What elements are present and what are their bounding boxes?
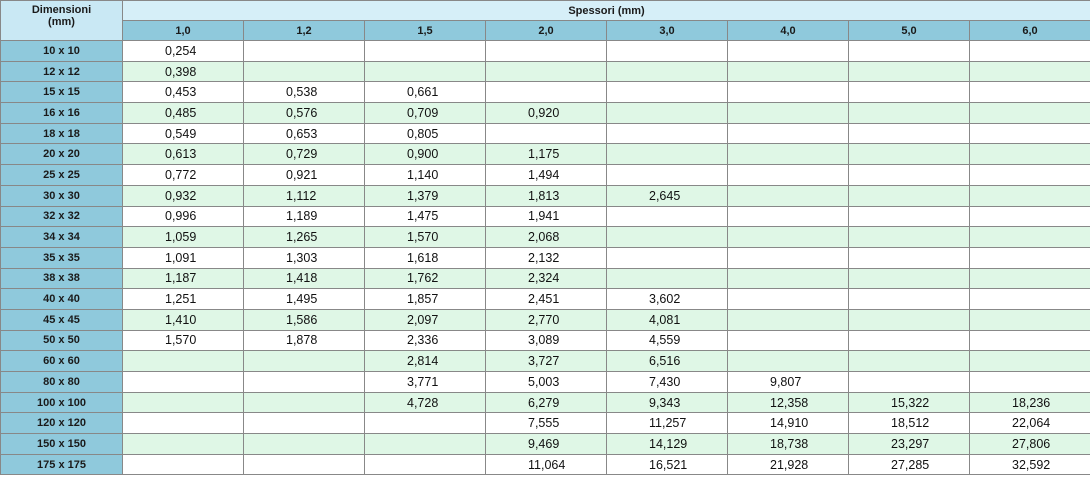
row-header-dimension: 15 x 15 xyxy=(1,82,123,103)
table-cell: 11,064 xyxy=(486,454,607,475)
table-cell: 1,265 xyxy=(244,227,365,248)
table-cell: 9,343 xyxy=(607,392,728,413)
table-cell xyxy=(849,268,970,289)
row-header-dimension: 35 x 35 xyxy=(1,247,123,268)
table-cell: 6,516 xyxy=(607,351,728,372)
row-header-dimension: 10 x 10 xyxy=(1,41,123,62)
table-cell xyxy=(244,392,365,413)
table-row xyxy=(1,82,1090,103)
thickness-columns-row xyxy=(1,21,1090,41)
row-header-dimension: 120 x 120 xyxy=(1,413,123,434)
table-cell xyxy=(365,434,486,455)
table-cell xyxy=(728,351,849,372)
table-cell xyxy=(849,330,970,351)
table-row xyxy=(1,454,1090,475)
table-cell: 1,941 xyxy=(486,206,607,227)
table-cell: 2,132 xyxy=(486,247,607,268)
table-cell: 18,512 xyxy=(849,413,970,434)
dimensions-header-unit: (mm) xyxy=(48,16,75,28)
table-cell: 9,807 xyxy=(728,372,849,393)
table-cell xyxy=(123,413,244,434)
table-cell: 23,297 xyxy=(849,434,970,455)
table-cell xyxy=(970,61,1090,82)
table-cell: 4,728 xyxy=(365,392,486,413)
table-cell: 0,254 xyxy=(123,41,244,62)
table-cell: 0,729 xyxy=(244,144,365,165)
table-row xyxy=(1,227,1090,248)
table-cell xyxy=(849,185,970,206)
table-row xyxy=(1,351,1090,372)
table-cell: 12,358 xyxy=(728,392,849,413)
table-cell xyxy=(849,82,970,103)
table-body xyxy=(1,41,1090,475)
table-cell: 1,303 xyxy=(244,247,365,268)
row-header-dimension: 16 x 16 xyxy=(1,103,123,124)
table-cell xyxy=(970,351,1090,372)
thickness-title: Spessori (mm) xyxy=(123,1,1090,21)
table-cell: 18,236 xyxy=(970,392,1090,413)
table-cell: 1,187 xyxy=(123,268,244,289)
table-cell: 9,469 xyxy=(486,434,607,455)
table-cell: 1,189 xyxy=(244,206,365,227)
table-cell xyxy=(365,61,486,82)
table-cell xyxy=(244,434,365,455)
table-cell xyxy=(728,309,849,330)
table-cell xyxy=(970,123,1090,144)
row-header-dimension: 18 x 18 xyxy=(1,123,123,144)
table-cell xyxy=(849,61,970,82)
table-row xyxy=(1,434,1090,455)
table-cell: 14,910 xyxy=(728,413,849,434)
table-cell xyxy=(970,185,1090,206)
table-cell: 0,932 xyxy=(123,185,244,206)
table-cell xyxy=(244,41,365,62)
table-cell: 27,806 xyxy=(970,434,1090,455)
table-cell xyxy=(849,144,970,165)
table-cell: 2,645 xyxy=(607,185,728,206)
table-cell xyxy=(244,454,365,475)
table-row xyxy=(1,372,1090,393)
table-cell: 1,418 xyxy=(244,268,365,289)
table-row xyxy=(1,330,1090,351)
table-cell xyxy=(849,372,970,393)
table-cell xyxy=(849,247,970,268)
table-cell: 6,279 xyxy=(486,392,607,413)
table-cell xyxy=(607,123,728,144)
table-cell xyxy=(244,351,365,372)
table-cell xyxy=(970,247,1090,268)
table-cell xyxy=(486,41,607,62)
dimensions-header-label: Dimensioni xyxy=(31,4,92,16)
table-cell xyxy=(607,227,728,248)
table-cell: 5,003 xyxy=(486,372,607,393)
table-cell xyxy=(607,82,728,103)
row-header-dimension: 34 x 34 xyxy=(1,227,123,248)
table-cell xyxy=(607,41,728,62)
table-cell: 11,257 xyxy=(607,413,728,434)
table-cell xyxy=(970,227,1090,248)
table-cell xyxy=(849,227,970,248)
table-cell: 0,805 xyxy=(365,123,486,144)
table-cell: 22,064 xyxy=(970,413,1090,434)
table-cell xyxy=(849,206,970,227)
table-cell: 2,097 xyxy=(365,309,486,330)
table-cell: 0,709 xyxy=(365,103,486,124)
table-cell: 3,771 xyxy=(365,372,486,393)
table-cell xyxy=(970,206,1090,227)
table-cell: 0,398 xyxy=(123,61,244,82)
table-cell: 1,762 xyxy=(365,268,486,289)
table-cell xyxy=(970,144,1090,165)
table-cell xyxy=(970,309,1090,330)
table-row xyxy=(1,144,1090,165)
table-cell xyxy=(728,330,849,351)
row-header-dimension: 12 x 12 xyxy=(1,61,123,82)
dimensions-header xyxy=(1,1,123,41)
table-cell: 2,814 xyxy=(365,351,486,372)
row-header-dimension: 45 x 45 xyxy=(1,309,123,330)
row-header-dimension: 80 x 80 xyxy=(1,372,123,393)
table-cell xyxy=(607,268,728,289)
table-cell: 1,618 xyxy=(365,247,486,268)
table-cell: 0,900 xyxy=(365,144,486,165)
table-cell xyxy=(365,454,486,475)
table-cell xyxy=(728,103,849,124)
table-row xyxy=(1,392,1090,413)
table-row xyxy=(1,123,1090,144)
table-cell: 0,538 xyxy=(244,82,365,103)
column-header: 2,0 xyxy=(486,21,607,41)
table-cell: 4,559 xyxy=(607,330,728,351)
table-cell: 3,602 xyxy=(607,289,728,310)
table-cell: 1,586 xyxy=(244,309,365,330)
row-header-dimension: 38 x 38 xyxy=(1,268,123,289)
table-row xyxy=(1,309,1090,330)
table-row xyxy=(1,165,1090,186)
table-cell: 1,175 xyxy=(486,144,607,165)
table-cell xyxy=(123,372,244,393)
table-cell: 4,081 xyxy=(607,309,728,330)
table-cell xyxy=(849,103,970,124)
table-cell xyxy=(607,103,728,124)
row-header-dimension: 40 x 40 xyxy=(1,289,123,310)
table-row xyxy=(1,247,1090,268)
title-row xyxy=(1,1,1090,21)
table-row xyxy=(1,41,1090,62)
table-cell xyxy=(970,165,1090,186)
table-cell xyxy=(849,41,970,62)
table-cell: 1,059 xyxy=(123,227,244,248)
table-cell xyxy=(486,123,607,144)
table-cell xyxy=(244,372,365,393)
table-cell: 1,410 xyxy=(123,309,244,330)
row-header-dimension: 30 x 30 xyxy=(1,185,123,206)
table-cell xyxy=(970,372,1090,393)
table-cell: 0,653 xyxy=(244,123,365,144)
table-cell xyxy=(728,289,849,310)
table-row xyxy=(1,289,1090,310)
table-cell xyxy=(728,247,849,268)
row-header-dimension: 32 x 32 xyxy=(1,206,123,227)
table-cell xyxy=(970,82,1090,103)
table-cell xyxy=(728,185,849,206)
table-row xyxy=(1,268,1090,289)
table-cell xyxy=(849,289,970,310)
table-cell xyxy=(970,103,1090,124)
table-row xyxy=(1,103,1090,124)
table-cell xyxy=(365,413,486,434)
column-header: 1,5 xyxy=(365,21,486,41)
table-cell xyxy=(728,61,849,82)
column-header: 1,0 xyxy=(123,21,244,41)
table-cell: 1,570 xyxy=(123,330,244,351)
table-cell xyxy=(970,330,1090,351)
table-cell: 2,336 xyxy=(365,330,486,351)
table-cell: 0,921 xyxy=(244,165,365,186)
table-cell xyxy=(607,61,728,82)
table-cell xyxy=(728,268,849,289)
row-header-dimension: 175 x 175 xyxy=(1,454,123,475)
table-cell: 1,140 xyxy=(365,165,486,186)
table-cell xyxy=(486,61,607,82)
table-cell xyxy=(244,61,365,82)
table-cell: 1,813 xyxy=(486,185,607,206)
table-cell xyxy=(728,227,849,248)
table-cell: 0,996 xyxy=(123,206,244,227)
row-header-dimension: 50 x 50 xyxy=(1,330,123,351)
row-header-dimension: 20 x 20 xyxy=(1,144,123,165)
row-header-dimension: 60 x 60 xyxy=(1,351,123,372)
table-cell xyxy=(849,309,970,330)
table-cell: 3,727 xyxy=(486,351,607,372)
column-header: 1,2 xyxy=(244,21,365,41)
column-header: 3,0 xyxy=(607,21,728,41)
table-cell: 3,089 xyxy=(486,330,607,351)
table-cell xyxy=(728,41,849,62)
table-cell: 1,570 xyxy=(365,227,486,248)
table-cell: 0,485 xyxy=(123,103,244,124)
table-cell: 14,129 xyxy=(607,434,728,455)
table-cell xyxy=(123,454,244,475)
table-cell: 1,091 xyxy=(123,247,244,268)
row-header-dimension: 25 x 25 xyxy=(1,165,123,186)
table-cell xyxy=(486,82,607,103)
table-cell xyxy=(607,247,728,268)
table-cell: 1,112 xyxy=(244,185,365,206)
table-row xyxy=(1,206,1090,227)
table-cell: 1,857 xyxy=(365,289,486,310)
table-cell: 7,430 xyxy=(607,372,728,393)
table-cell: 1,251 xyxy=(123,289,244,310)
table-cell: 0,920 xyxy=(486,103,607,124)
table-cell: 1,495 xyxy=(244,289,365,310)
table-cell: 2,068 xyxy=(486,227,607,248)
table-cell: 0,661 xyxy=(365,82,486,103)
table-cell: 1,475 xyxy=(365,206,486,227)
table-cell: 21,928 xyxy=(728,454,849,475)
table-cell xyxy=(123,434,244,455)
table-cell xyxy=(728,206,849,227)
table-cell xyxy=(607,165,728,186)
row-header-dimension: 150 x 150 xyxy=(1,434,123,455)
table-row xyxy=(1,61,1090,82)
table-cell xyxy=(970,268,1090,289)
table-cell: 32,592 xyxy=(970,454,1090,475)
table-cell xyxy=(728,165,849,186)
table-cell xyxy=(607,144,728,165)
table-cell: 0,613 xyxy=(123,144,244,165)
table-cell xyxy=(123,392,244,413)
table-row xyxy=(1,185,1090,206)
table-cell: 2,770 xyxy=(486,309,607,330)
table-cell xyxy=(849,123,970,144)
table-cell: 27,285 xyxy=(849,454,970,475)
table-cell: 7,555 xyxy=(486,413,607,434)
table-cell xyxy=(244,413,365,434)
table-row xyxy=(1,413,1090,434)
table-cell xyxy=(123,351,244,372)
table-cell xyxy=(728,123,849,144)
table-cell: 1,379 xyxy=(365,185,486,206)
table-cell xyxy=(970,41,1090,62)
row-header-dimension: 100 x 100 xyxy=(1,392,123,413)
table-cell xyxy=(849,351,970,372)
table-cell: 0,453 xyxy=(123,82,244,103)
table-cell xyxy=(849,165,970,186)
table-cell: 1,878 xyxy=(244,330,365,351)
table-cell xyxy=(728,144,849,165)
table-cell: 0,772 xyxy=(123,165,244,186)
column-header: 4,0 xyxy=(728,21,849,41)
column-header: 6,0 xyxy=(970,21,1090,41)
table-cell xyxy=(365,41,486,62)
table-cell: 1,494 xyxy=(486,165,607,186)
table-cell xyxy=(970,289,1090,310)
column-header: 5,0 xyxy=(849,21,970,41)
table-cell: 18,738 xyxy=(728,434,849,455)
table-cell: 2,451 xyxy=(486,289,607,310)
table-cell xyxy=(607,206,728,227)
table-cell: 16,521 xyxy=(607,454,728,475)
table-cell: 0,549 xyxy=(123,123,244,144)
table-cell: 15,322 xyxy=(849,392,970,413)
table-cell xyxy=(728,82,849,103)
table-cell: 2,324 xyxy=(486,268,607,289)
table-cell: 0,576 xyxy=(244,103,365,124)
